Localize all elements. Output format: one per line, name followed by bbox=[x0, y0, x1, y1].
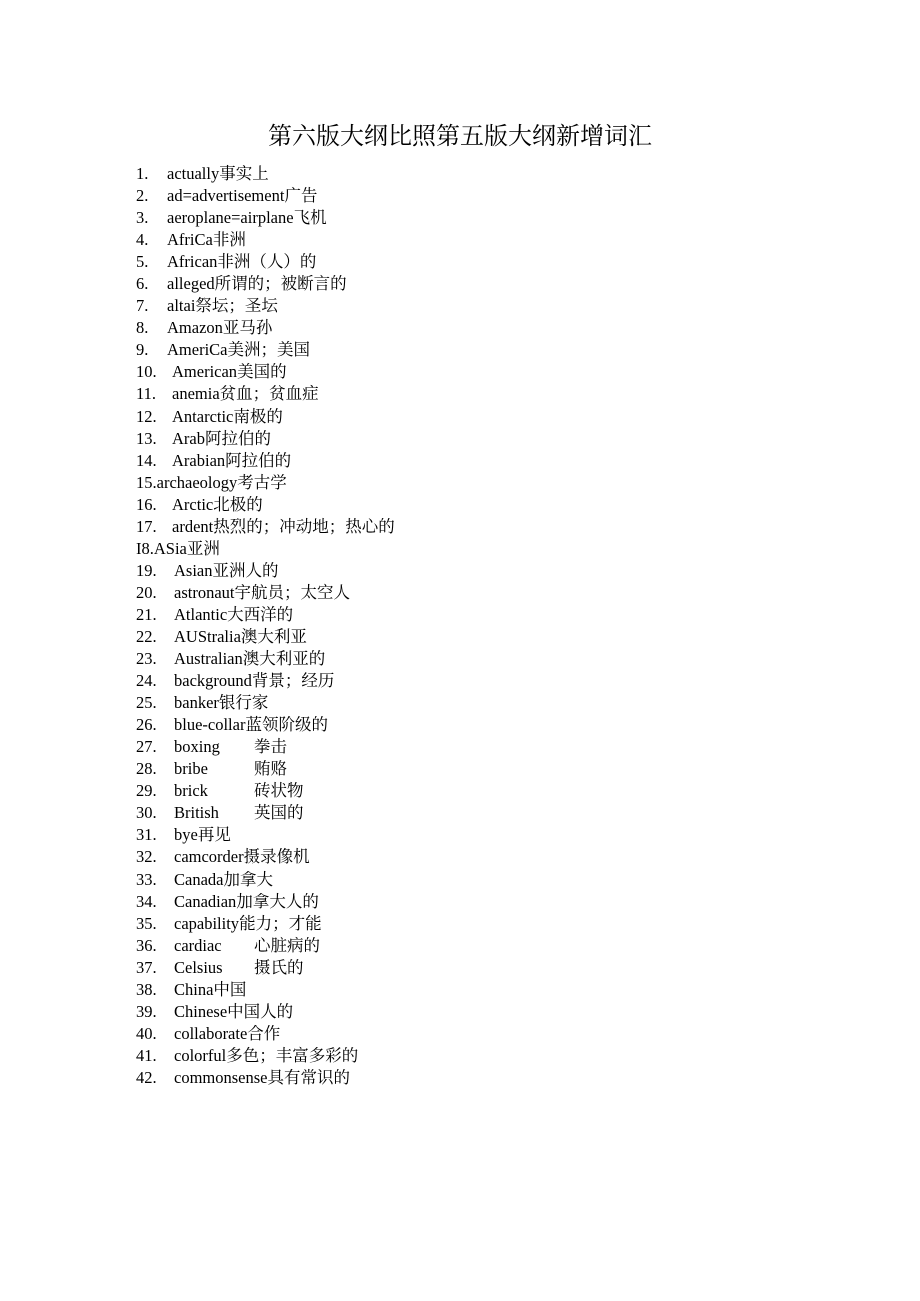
item-number: 8. bbox=[136, 318, 149, 338]
item-meaning: 心脏病的 bbox=[254, 935, 320, 955]
list-item bbox=[136, 913, 395, 935]
item-meaning: 多色；丰富多彩的 bbox=[226, 1045, 359, 1065]
item-word: Arab bbox=[172, 428, 205, 448]
item-number: 9. bbox=[136, 340, 149, 360]
list-item bbox=[136, 251, 395, 273]
item-word: China bbox=[174, 979, 214, 999]
item-number: I8. bbox=[136, 538, 154, 558]
item-meaning: 事实上 bbox=[219, 164, 269, 183]
page-title: 第六版大纲比照第五版大纲新增词汇 bbox=[268, 124, 652, 150]
item-number: 25. bbox=[136, 693, 157, 713]
list-item bbox=[136, 428, 395, 450]
list-item bbox=[136, 383, 395, 405]
list-item bbox=[136, 758, 395, 780]
item-meaning: 北极的 bbox=[213, 494, 263, 514]
list-item bbox=[136, 979, 395, 1001]
item-word: boxing bbox=[174, 737, 220, 757]
item-word: actually bbox=[167, 164, 220, 183]
item-word: bribe bbox=[174, 759, 208, 779]
item-word: anemia bbox=[172, 384, 220, 404]
item-word: Antarctic bbox=[172, 406, 234, 426]
item-number: 26. bbox=[136, 715, 157, 735]
item-meaning: 再见 bbox=[197, 825, 231, 845]
item-number: 35. bbox=[136, 913, 157, 933]
item-word: cardiac bbox=[174, 935, 222, 955]
item-number: 14. bbox=[136, 450, 157, 470]
item-word: altai bbox=[167, 296, 196, 316]
list-item bbox=[136, 185, 395, 207]
item-meaning: 摄录像机 bbox=[243, 847, 310, 867]
item-meaning: 加拿大人的 bbox=[236, 891, 319, 911]
item-word: alleged bbox=[167, 274, 215, 294]
item-word: Atlantic bbox=[174, 604, 228, 624]
list-item bbox=[136, 538, 395, 560]
list-item bbox=[136, 582, 395, 604]
item-number: 39. bbox=[136, 1001, 157, 1021]
item-number: 31. bbox=[136, 825, 157, 845]
list-item bbox=[136, 207, 395, 229]
item-number: 15. bbox=[136, 472, 157, 492]
item-meaning: 亚洲 bbox=[186, 538, 220, 558]
item-word: astronaut bbox=[174, 582, 235, 602]
item-word: Amazon bbox=[167, 318, 223, 338]
item-meaning: 具有常识的 bbox=[267, 1067, 350, 1087]
item-word: African bbox=[167, 252, 218, 272]
item-number: 32. bbox=[136, 847, 157, 867]
item-meaning: 银行家 bbox=[218, 693, 269, 713]
item-number: 16. bbox=[136, 494, 157, 514]
item-meaning: 背景；经历 bbox=[251, 671, 335, 691]
list-item bbox=[136, 1001, 395, 1023]
list-item bbox=[136, 802, 395, 824]
item-number: 24. bbox=[136, 671, 157, 691]
item-number: 6. bbox=[136, 274, 149, 294]
list-item bbox=[136, 1023, 395, 1045]
list-item bbox=[136, 361, 395, 383]
item-meaning: 宇航员；太空人 bbox=[234, 582, 350, 602]
item-meaning: 美洲；美国 bbox=[227, 340, 310, 360]
item-number: 5. bbox=[136, 252, 149, 272]
item-word: Canada bbox=[174, 869, 224, 889]
item-word: ASia bbox=[153, 538, 187, 558]
item-number: 41. bbox=[136, 1045, 157, 1065]
item-meaning: 美国的 bbox=[237, 362, 287, 382]
item-meaning: 拳击 bbox=[254, 737, 287, 757]
item-meaning: 阿拉伯的 bbox=[225, 450, 292, 470]
item-word: Celsius bbox=[174, 957, 223, 977]
list-item bbox=[136, 626, 395, 648]
item-word: AmeriCa bbox=[167, 340, 228, 360]
item-word: Chinese bbox=[174, 1001, 228, 1021]
item-number: 36. bbox=[136, 935, 157, 955]
item-meaning: 澳大利亚 bbox=[240, 626, 307, 646]
list-item bbox=[136, 560, 395, 582]
list-item bbox=[136, 670, 395, 692]
item-number: 17. bbox=[136, 516, 157, 536]
item-word: colorful bbox=[174, 1045, 227, 1065]
item-meaning: 摄氏的 bbox=[254, 957, 304, 977]
item-number: 42. bbox=[136, 1067, 157, 1087]
item-word: capability bbox=[174, 913, 240, 933]
item-word: background bbox=[174, 671, 252, 691]
item-number: 1. bbox=[136, 164, 149, 183]
item-number: 13. bbox=[136, 428, 157, 448]
item-word: archaeology bbox=[156, 472, 238, 492]
item-word: aeroplane=airplane bbox=[167, 208, 294, 228]
item-number: 22. bbox=[136, 626, 157, 646]
item-word: ardent bbox=[172, 516, 214, 536]
item-number: 19. bbox=[136, 560, 157, 580]
item-meaning: 英国的 bbox=[254, 803, 304, 823]
item-word: AfriCa bbox=[167, 230, 213, 250]
item-word: Australian bbox=[174, 649, 243, 669]
item-word: collaborate bbox=[174, 1023, 248, 1043]
item-number: 20. bbox=[136, 582, 157, 602]
list-item bbox=[136, 935, 395, 957]
item-meaning: 飞机 bbox=[293, 208, 327, 228]
vocab-list bbox=[136, 163, 395, 1089]
item-word: Arctic bbox=[172, 494, 214, 514]
list-item bbox=[136, 450, 395, 472]
list-item bbox=[136, 736, 395, 758]
list-item bbox=[136, 957, 395, 979]
item-meaning: 合作 bbox=[247, 1023, 281, 1043]
item-number: 23. bbox=[136, 649, 157, 669]
item-word: blue-collar bbox=[174, 715, 246, 735]
item-number: 28. bbox=[136, 759, 157, 779]
item-meaning: 澳大利亚的 bbox=[242, 649, 326, 669]
item-meaning: 非洲（人）的 bbox=[217, 252, 317, 272]
item-meaning: 非洲 bbox=[212, 230, 246, 250]
item-number: 11. bbox=[136, 384, 157, 404]
list-item bbox=[136, 163, 395, 185]
item-meaning: 砖状物 bbox=[254, 781, 304, 801]
list-item bbox=[136, 472, 395, 494]
list-item bbox=[136, 891, 395, 913]
item-meaning: 中国人的 bbox=[227, 1001, 294, 1021]
list-item bbox=[136, 494, 395, 516]
item-number: 10. bbox=[136, 362, 157, 382]
list-item bbox=[136, 229, 395, 251]
item-meaning: 能力；才能 bbox=[239, 913, 322, 933]
item-meaning: 亚马孙 bbox=[222, 318, 273, 338]
item-number: 12. bbox=[136, 406, 157, 426]
item-meaning: 大西洋的 bbox=[227, 604, 294, 624]
item-number: 21. bbox=[136, 604, 157, 624]
item-meaning: 南极的 bbox=[233, 406, 283, 426]
item-meaning: 阿拉伯的 bbox=[204, 428, 271, 448]
list-item bbox=[136, 317, 395, 339]
item-meaning: 中国 bbox=[213, 979, 247, 999]
list-item bbox=[136, 1067, 395, 1089]
item-number: 4. bbox=[136, 230, 149, 250]
item-meaning: 祭坛；圣坛 bbox=[195, 296, 278, 316]
item-word: British bbox=[174, 803, 219, 823]
item-number: 34. bbox=[136, 891, 157, 911]
item-word: brick bbox=[174, 781, 208, 801]
item-word: camcorder bbox=[174, 847, 244, 867]
item-word: banker bbox=[174, 693, 219, 713]
list-item bbox=[136, 869, 395, 891]
item-number: 33. bbox=[136, 869, 157, 889]
list-item bbox=[136, 824, 395, 846]
item-word: AUStralia bbox=[174, 626, 241, 646]
list-item bbox=[136, 273, 395, 295]
item-meaning: 所谓的；被断言的 bbox=[214, 274, 347, 294]
list-item bbox=[136, 1045, 395, 1067]
item-number: 37. bbox=[136, 957, 157, 977]
item-number: 38. bbox=[136, 979, 157, 999]
list-item bbox=[136, 846, 395, 868]
item-word: Canadian bbox=[174, 891, 237, 911]
item-meaning: 蓝领阶级的 bbox=[245, 715, 328, 735]
item-meaning: 考古学 bbox=[237, 472, 287, 492]
item-meaning: 热烈的；冲动地；热心的 bbox=[213, 516, 395, 536]
item-word: bye bbox=[174, 825, 198, 845]
list-item bbox=[136, 295, 395, 317]
item-meaning: 加拿大 bbox=[223, 869, 273, 889]
list-item bbox=[136, 516, 395, 538]
item-word: ad=advertisement bbox=[167, 186, 285, 206]
item-number: 27. bbox=[136, 737, 157, 757]
item-word: American bbox=[172, 362, 238, 382]
item-word: commonsense bbox=[174, 1067, 268, 1087]
item-word: Arabian bbox=[172, 450, 226, 470]
list-item bbox=[136, 648, 395, 670]
item-number: 2. bbox=[136, 186, 149, 206]
item-meaning: 亚洲人的 bbox=[212, 560, 279, 580]
list-item bbox=[136, 406, 395, 428]
item-number: 40. bbox=[136, 1023, 157, 1043]
list-item bbox=[136, 714, 395, 736]
item-meaning: 广告 bbox=[284, 186, 318, 206]
item-number: 30. bbox=[136, 803, 157, 823]
item-number: 7. bbox=[136, 296, 149, 316]
list-item bbox=[136, 780, 395, 802]
item-meaning: 贫血；贫血症 bbox=[219, 384, 319, 404]
list-item bbox=[136, 339, 395, 361]
list-item bbox=[136, 604, 395, 626]
item-meaning: 贿赂 bbox=[254, 759, 287, 779]
item-number: 29. bbox=[136, 781, 157, 801]
list-item bbox=[136, 692, 395, 714]
item-word: Asian bbox=[174, 560, 213, 580]
item-number: 3. bbox=[136, 208, 149, 228]
